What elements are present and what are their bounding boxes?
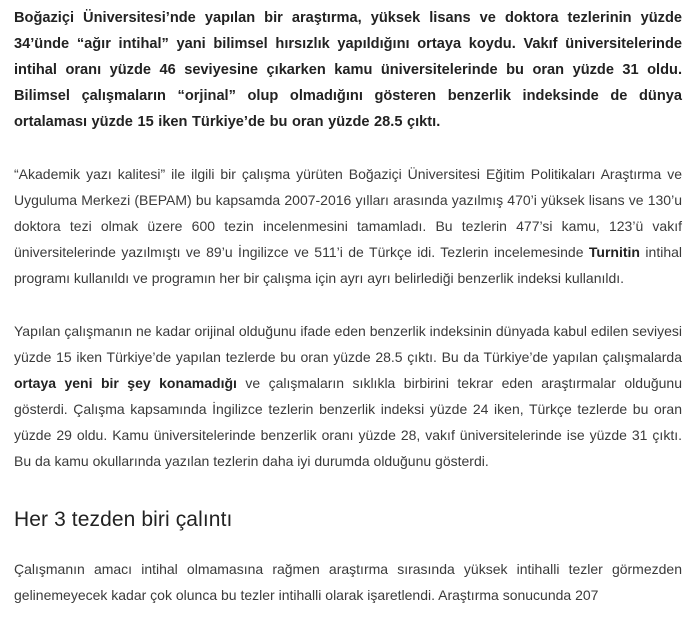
article-lead: Boğaziçi Üniversitesi’nde yapılan bir araştırma, yüksek lisans ve doktora tezlerinin yüzde 34’ünde “ağır intihal” yani bilimsel hırsızlık yapıldığını ortaya koydu. Vakıf üniversitelerinde intihal oranı yüzde 46 seviyesine çıkarken kamu üniversitelerinde bu oran yüzde 31 oldu. Bilimsel çalışmaların “orjinal” olup olmadığını gösteren benzerlik indeksinde de dünya ortalaması yüzde 15 iken Türkiye’de bu oran yüzde 28.5 çıktı. xyxy=(14,10,682,130)
paragraph-2-text-b: ve çalışmaların sıklıkla birbirini tekrar eden araştırmalar olduğunu gösterdi. Çalışma kapsamında İngilizce tezlerin benzerlik indeksi yüzde 24 iken, Türkçe tezlerde bu oran yüzde 29 oldu. Kamu üniversitelerinde benzerlik oranı yüzde 28, vakıf üniversitelerinde ise yüzde 31 çıktı. Bu da kamu okullarında yazılan tezlerin daha iyi durumda olduğunu gösterdi. xyxy=(14,375,682,469)
article-paragraph-1 xyxy=(14,161,682,291)
paragraph-2-text-a: Yapılan çalışmanın ne kadar orijinal olduğunu ifade eden benzerlik indeksinin dünyada kabul edilen seviyesi yüzde 15 iken Türkiye’de yapılan tezlerde bu oran yüzde 28.5 çıktı. Bu da Türkiye’de yapılan çalışmalarda xyxy=(14,323,682,365)
section-heading: Her 3 tezden biri çalıntı xyxy=(14,508,233,531)
article-paragraph-3: Çalışmanın amacı intihal olmamasına rağmen araştırma sırasında yüksek intihalli tezler görmezden gelinemeyecek kadar çok olunca bu tezler intihalli olarak işaretlendi. Araştırma sonucunda 207 xyxy=(14,561,682,603)
paragraph-1-text-a: “Akademik yazı kalitesi” ile ilgili bir çalışma yürüten Boğaziçi Üniversitesi Eğitim Politikaları Araştırma ve Uyguluma Merkezi (BEPAM) bu kapsamda 2007-2016 yılları arasında yazılmış 470’i yüksek lisans ve 130’u doktora tezi olmak üzere 600 tezin incelenmesini tamamladı. Bu tezlerin 477’si kamu, 123’ü vakıf üniversitelerinde yazılmıştı ve 89’u İngilizce ve 511’i de Türkçe idi. Tezlerin incelemesinde xyxy=(14,166,682,260)
paragraph-1-text-b: intihal programı kullanıldı ve programın her bir çalışma için ayrı ayrı belirlediği benzerlik indeksi kullanıldı. xyxy=(14,244,682,286)
emphasis-bold: ortaya yeni bir şey konamadığı xyxy=(14,375,237,391)
article-paragraph-2 xyxy=(14,318,682,474)
article-body xyxy=(14,0,682,608)
turnitin-bold: Turnitin xyxy=(588,244,640,260)
